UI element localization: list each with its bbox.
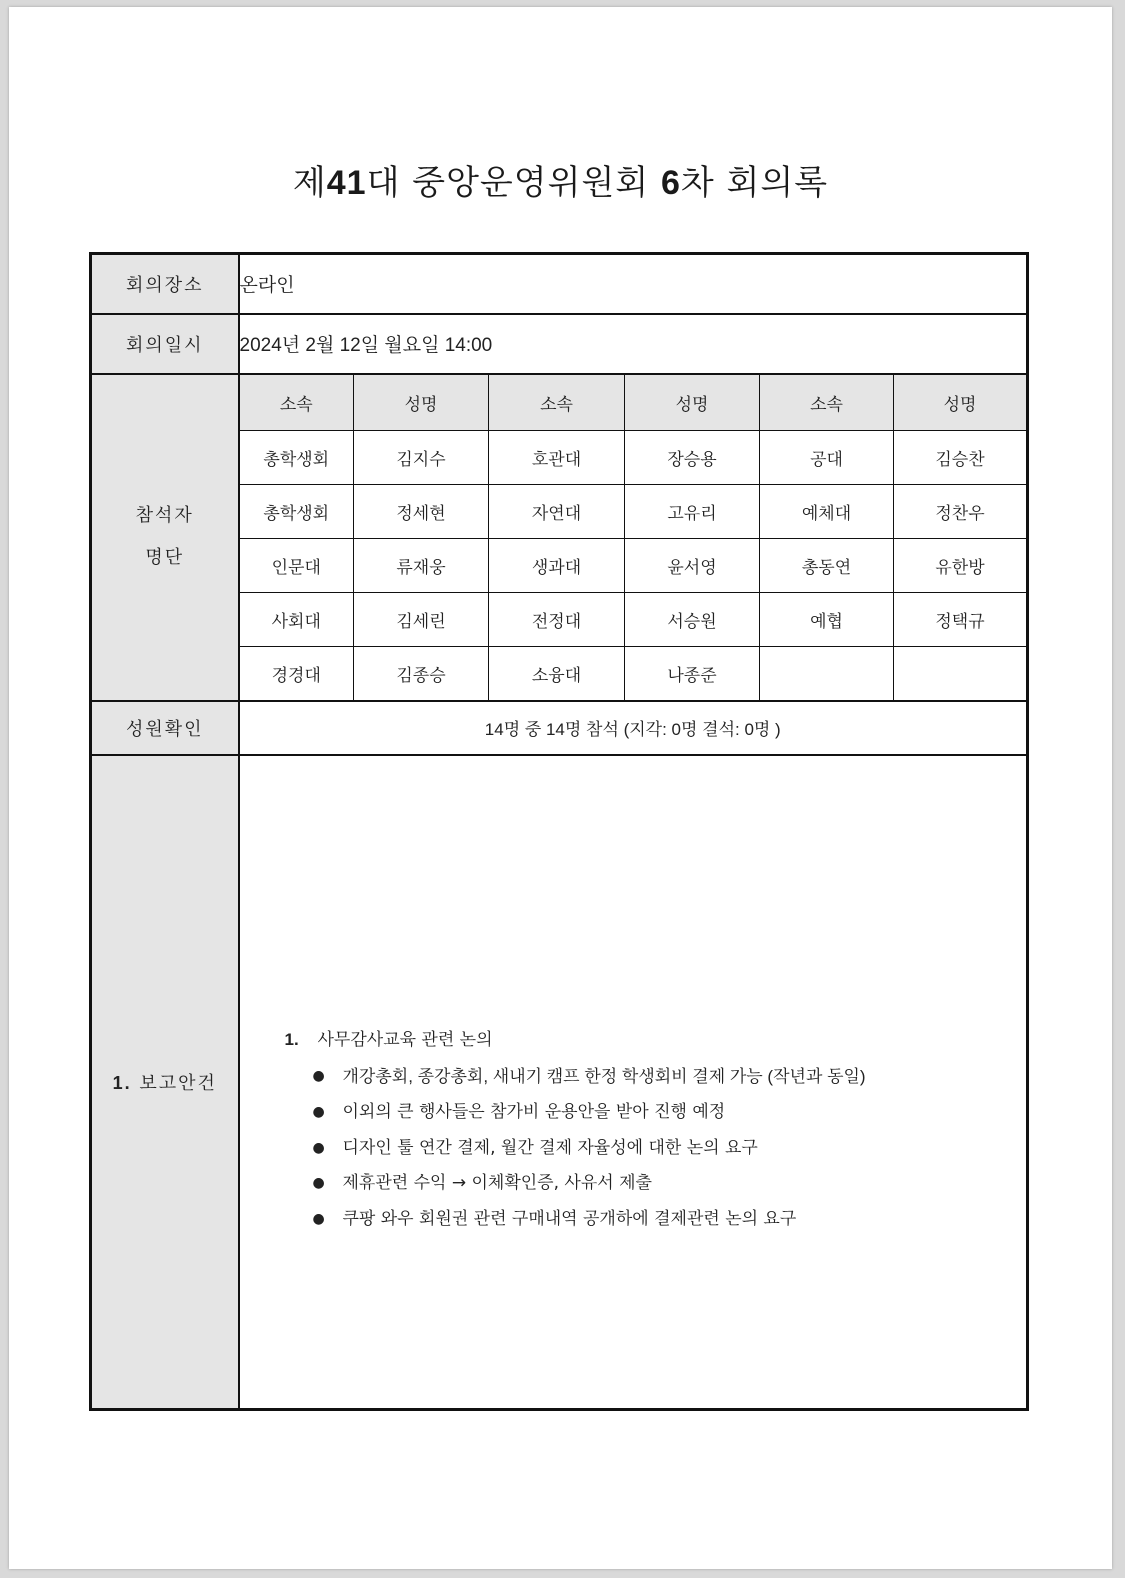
list-item bbox=[313, 1059, 1027, 1096]
title-suffix: 차 회의록 bbox=[680, 163, 829, 203]
quorum-row bbox=[91, 701, 1028, 755]
attendee-name: 유한방 bbox=[894, 538, 1027, 592]
attendee-affiliation: 공대 bbox=[760, 430, 894, 484]
attendee-affiliation: 예체대 bbox=[760, 484, 894, 538]
report-content-body bbox=[240, 1022, 1027, 1237]
bullet-icon: ● bbox=[312, 1210, 325, 1227]
bullet-icon: ● bbox=[312, 1067, 325, 1084]
list-item bbox=[313, 1202, 1027, 1238]
attendee-affiliation: 예협 bbox=[760, 592, 894, 646]
attendee-name bbox=[894, 646, 1027, 700]
report-label bbox=[91, 755, 239, 1410]
datetime-label: 회의일시 bbox=[91, 314, 239, 374]
minutes-table bbox=[89, 252, 1029, 1411]
attendee-affiliation: 소융대 bbox=[489, 646, 625, 700]
attendees-row-1 bbox=[240, 430, 1027, 484]
attendees-label-line1: 참석자 bbox=[135, 505, 194, 526]
bullet-text: 제휴관련 수익 → 이체확인증, 사유서 제출 bbox=[342, 1173, 652, 1194]
attendees-header-row bbox=[240, 375, 1027, 431]
attendee-affiliation: 호관대 bbox=[489, 430, 625, 484]
agenda-item-title bbox=[285, 1022, 1027, 1059]
header-name: 성명 bbox=[625, 375, 760, 431]
attendees-row bbox=[91, 374, 1028, 701]
attendee-name: 윤서영 bbox=[625, 538, 760, 592]
title-session-number: 6 bbox=[660, 164, 681, 202]
attendees-table bbox=[240, 375, 1027, 700]
attendees-label-line2: 명단 bbox=[145, 547, 185, 568]
attendee-affiliation: 사회대 bbox=[240, 592, 354, 646]
attendee-name: 정세현 bbox=[354, 484, 489, 538]
attendee-affiliation bbox=[760, 646, 894, 700]
attendee-affiliation: 총동연 bbox=[760, 538, 894, 592]
venue-value: 온라인 bbox=[239, 254, 1028, 314]
attendees-row-5 bbox=[240, 646, 1027, 700]
title-prefix: 제 bbox=[292, 163, 327, 203]
venue-label: 회의장소 bbox=[91, 254, 239, 314]
attendees-row-2 bbox=[240, 484, 1027, 538]
attendees-row-3 bbox=[240, 538, 1027, 592]
quorum-label: 성원확인 bbox=[91, 701, 239, 755]
attendee-name: 김종승 bbox=[354, 646, 489, 700]
document-title bbox=[9, 155, 1112, 204]
attendee-name: 김지수 bbox=[354, 430, 489, 484]
bullet-text: 디자인 툴 연간 결제, 월간 결제 자율성에 대한 논의 요구 bbox=[342, 1137, 758, 1158]
report-row bbox=[91, 755, 1028, 1410]
attendees-cell bbox=[239, 374, 1028, 701]
header-name: 성명 bbox=[354, 375, 489, 431]
bullet-text: 이외의 큰 행사들은 참가비 운용안을 받아 진행 예정 bbox=[342, 1102, 726, 1123]
header-affiliation: 소속 bbox=[760, 375, 894, 431]
venue-row bbox=[91, 254, 1028, 314]
attendees-row-4 bbox=[240, 592, 1027, 646]
attendee-affiliation: 전정대 bbox=[489, 592, 625, 646]
datetime-row bbox=[91, 314, 1028, 374]
agenda-bullet-list bbox=[285, 1059, 1027, 1238]
report-label-text: 보고안건 bbox=[131, 1072, 217, 1094]
title-middle: 대 중앙운영위원회 bbox=[366, 163, 661, 203]
attendee-name: 정택규 bbox=[894, 592, 1027, 646]
attendee-name: 김승찬 bbox=[894, 430, 1027, 484]
report-label-number: 1. bbox=[112, 1072, 132, 1093]
attendees-label bbox=[91, 374, 239, 701]
quorum-value: 14명 중 14명 참석 (지각: 0명 결석: 0명 ) bbox=[239, 701, 1028, 755]
attendee-name: 나종준 bbox=[625, 646, 760, 700]
attendee-affiliation: 경경대 bbox=[240, 646, 354, 700]
title-term-number: 41 bbox=[326, 164, 367, 202]
attendee-affiliation: 총학생회 bbox=[240, 484, 354, 538]
attendee-affiliation: 생과대 bbox=[489, 538, 625, 592]
list-item bbox=[313, 1166, 1027, 1202]
datetime-value: 2024년 2월 12일 월요일 14:00 bbox=[239, 314, 1028, 374]
attendee-affiliation: 자연대 bbox=[489, 484, 625, 538]
list-item bbox=[313, 1095, 1027, 1131]
attendee-name: 김세린 bbox=[354, 592, 489, 646]
attendee-name: 류재웅 bbox=[354, 538, 489, 592]
attendee-name: 고유리 bbox=[625, 484, 760, 538]
bullet-icon: ● bbox=[312, 1139, 325, 1156]
bullet-icon: ● bbox=[312, 1104, 325, 1121]
header-affiliation: 소속 bbox=[240, 375, 354, 431]
list-item bbox=[313, 1131, 1027, 1167]
attendee-name: 정찬우 bbox=[894, 484, 1027, 538]
attendee-name: 서승원 bbox=[625, 592, 760, 646]
attendee-affiliation: 인문대 bbox=[240, 538, 354, 592]
bullet-icon: ● bbox=[312, 1175, 325, 1192]
bullet-text: 쿠팡 와우 회원권 관련 구매내역 공개하에 결제관련 논의 요구 bbox=[342, 1208, 797, 1229]
agenda-item-text: 사무감사교육 관련 논의 bbox=[317, 1030, 493, 1051]
attendee-affiliation: 총학생회 bbox=[240, 430, 354, 484]
attendee-name: 장승용 bbox=[625, 430, 760, 484]
bullet-text: 개강총회, 종강총회, 새내기 캠프 한정 학생회비 결제 가능 (작년과 동일) bbox=[342, 1066, 866, 1086]
report-content bbox=[239, 755, 1028, 1410]
document-page bbox=[9, 7, 1112, 1569]
header-name: 성명 bbox=[894, 375, 1027, 431]
header-affiliation: 소속 bbox=[489, 375, 625, 431]
agenda-item-number: 1. bbox=[284, 1030, 299, 1050]
